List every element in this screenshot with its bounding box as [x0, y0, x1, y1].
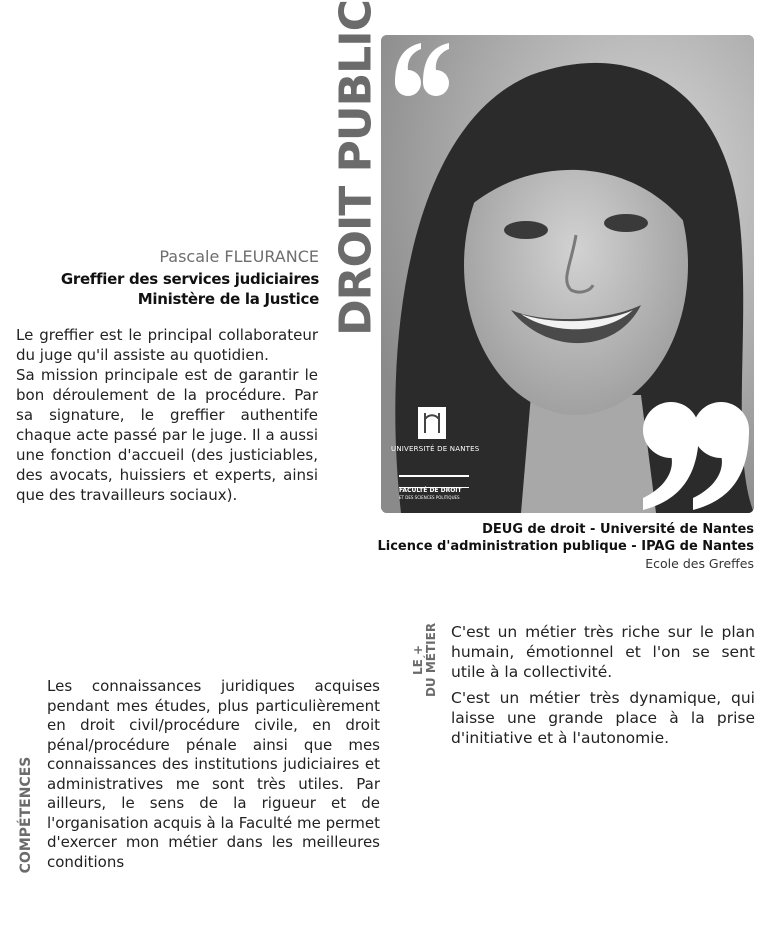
university-logo-text: UNIVERSITÉ DE NANTES: [391, 445, 480, 453]
competences-label: COMPÉTENCES: [18, 756, 34, 874]
le-plus-label-line1: LE +: [411, 644, 425, 676]
education-line: Licence d'administration publique - IPAG de Nantes: [377, 539, 754, 554]
faculty-logo-text: FACULTÉ DE DROIT: [399, 487, 462, 494]
le-plus-label-line2: DU MÉTIER: [424, 622, 438, 698]
description-line: Sa mission principale est de garantir le bon déroulement de la procédure. Par sa signature, le greffier authentife chaque acte passé par le juge. Il a aussi une fonction d'accueil (des justiciables, des avocats, huissiers et experts, ainsi que des travailleurs sociaux).: [16, 366, 318, 504]
person-name: Pascale FLEURANCE: [159, 247, 319, 266]
faculty-logo-subtext: ET DES SCIENCES POLITIQUES: [399, 495, 460, 500]
section-title: DROIT PUBLIC: [330, 0, 382, 336]
le-plus-label: [405, 620, 445, 700]
le-plus-paragraph: C'est un métier très riche sur le plan humain, émotionnel et l'on se sent utile à la collectivité.: [451, 623, 755, 681]
job-description: [16, 325, 318, 505]
portrait-photo: [381, 35, 754, 513]
le-plus-paragraph: C'est un métier très dynamique, qui laisse une grande place à la prise d'initiative et à l'autonomie.: [451, 689, 755, 747]
description-line: Le greffier est le principal collaborateur du juge qu'il assiste au quotidien.: [16, 326, 318, 364]
competences-text: [47, 677, 380, 872]
le-plus-text: [451, 622, 755, 754]
education-line: Ecole des Greffes: [645, 556, 754, 571]
education-line: DEUG de droit - Université de Nantes: [482, 522, 754, 537]
competences-paragraph: Les connaissances juridiques acquises pendant mes études, plus particulièrement en droit civil/procédure civile, en droit pénal/procédure pénale ainsi que mes connaissances des institutions judiciaires et administratives me sont très utiles. Par ailleurs, le sens de la rigueur et de l'organisation acquis à la Faculté me permet d'exercer mon métier dans les meilleures conditions: [47, 677, 380, 871]
job-title: Greffier des services judiciaires: [60, 270, 319, 288]
employer: Ministère de la Justice: [137, 290, 319, 308]
